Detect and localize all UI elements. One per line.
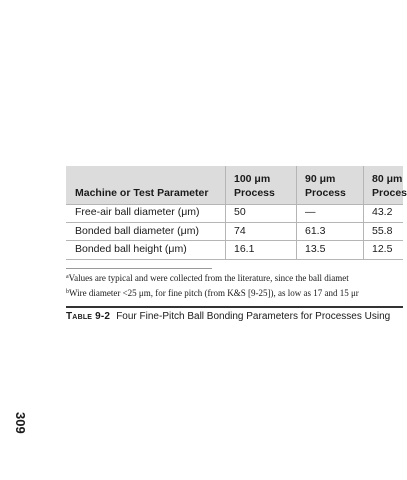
header-parameter: Machine or Test Parameter (75, 187, 209, 199)
row-divider (66, 222, 403, 223)
table-cell: 50 (234, 206, 246, 218)
header-90um-line1: 90 μm (305, 173, 336, 185)
header-100um-process (234, 172, 275, 200)
table-cell: 16.1 (234, 243, 255, 255)
caption-rule (66, 306, 403, 308)
table-cell: 13.5 (305, 243, 326, 255)
footnote-marker: b (66, 289, 69, 295)
column-divider (363, 166, 364, 260)
header-100um-line2: Process (234, 187, 275, 199)
footnote-text: Values are typical and were collected from the literature, since the ball diamet (68, 273, 349, 283)
table-cell: 43.2 (372, 206, 393, 218)
table-cell: 74 (234, 225, 246, 237)
footnote-a (66, 272, 349, 284)
table-cell: 12.5 (372, 243, 393, 255)
page-number: 309 (13, 412, 28, 434)
header-80um-process (372, 172, 407, 200)
header-90um-line2: Process (305, 187, 346, 199)
table-cell: 61.3 (305, 225, 326, 237)
column-divider (225, 166, 226, 260)
column-divider (296, 166, 297, 260)
footnote-text: Wire diameter <25 μm, for fine pitch (from K&S [9-25]), as low as 17 and 15 μr (69, 288, 359, 298)
caption-text: Four Fine-Pitch Ball Bonding Parameters for Processes Using (116, 311, 391, 322)
row-divider (66, 240, 403, 241)
table-cell-parameter: Bonded ball diameter (μm) (75, 225, 199, 237)
header-90um-process (305, 172, 346, 200)
header-80um-line1: 80 μm (372, 173, 403, 185)
table-cell: 55.8 (372, 225, 393, 237)
table-bottom-rule (66, 259, 403, 260)
table-caption (66, 310, 390, 323)
footnote-marker: a (66, 274, 69, 280)
table-cell-parameter: Bonded ball height (μm) (75, 243, 187, 255)
footnote-b (66, 287, 359, 299)
header-80um-line2: Proces (372, 187, 407, 199)
table-cell-parameter: Free-air ball diameter (μm) (75, 206, 200, 218)
header-100um-line1: 100 μm (234, 173, 271, 185)
footnote-rule (66, 268, 212, 269)
header-divider (66, 204, 403, 205)
caption-label: Table 9-2 (66, 311, 111, 322)
table-cell: — (305, 206, 316, 218)
